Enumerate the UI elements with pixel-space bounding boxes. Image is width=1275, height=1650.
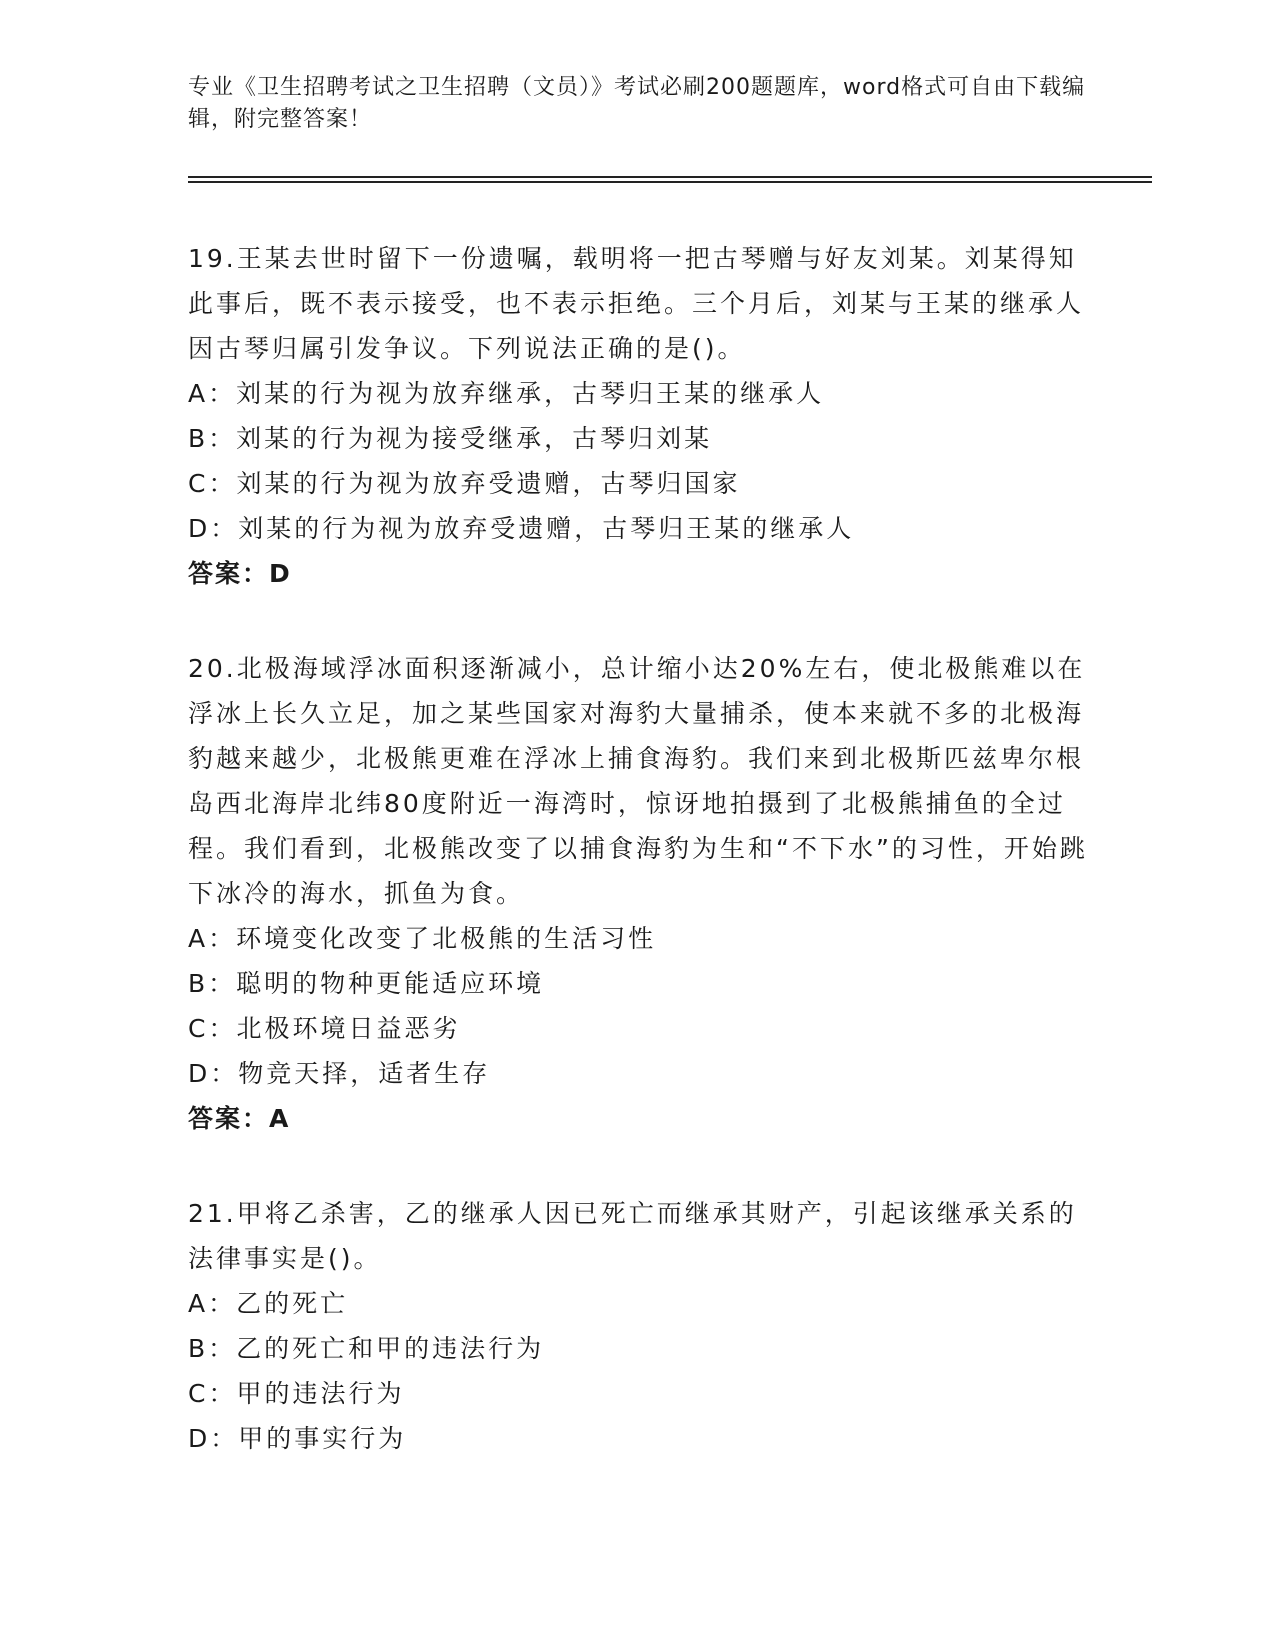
option-c: C：北极环境日益恶劣 bbox=[188, 1014, 461, 1043]
question-stem: 21.甲将乙杀害，乙的继承人因已死亡而继承其财产，引起该继承关系的法律事实是()。 bbox=[188, 1199, 1077, 1273]
option-d: D：物竞天择，适者生存 bbox=[188, 1059, 491, 1088]
option-c: C：甲的违法行为 bbox=[188, 1379, 405, 1408]
question-stem: 19.王某去世时留下一份遗嘱，载明将一把古琴赠与好友刘某。刘某得知此事后，既不表示接受，也不表示拒绝。三个月后，刘某与王某的继承人因古琴归属引发争议。下列说法正确的是()。 bbox=[188, 244, 1085, 363]
answer: 答案：D bbox=[188, 559, 292, 588]
option-b: B：刘某的行为视为接受继承，古琴归刘某 bbox=[188, 424, 713, 453]
question-stem: 20.北极海域浮冰面积逐渐减小，总计缩小达20%左右，使北极熊难以在浮冰上长久立足，加之某些国家对海豹大量捕杀，使本来就不多的北极海豹越来越少，北极熊更难在浮冰上捕食海豹。我们来到北极斯匹兹卑尔根岛西北海岸北纬80度附近一海湾时，惊讶地拍摄到了北极熊捕鱼的全过程。我们看到，北极熊改变了以捕食海豹为生和“不下水”的习性，开始跳下冰冷的海水，抓鱼为食。 bbox=[188, 654, 1088, 908]
page-header: 专业《卫生招聘考试之卫生招聘（文员）》考试必刷200题题库，word格式可自由下载编辑，附完整答案！ bbox=[188, 75, 1086, 132]
option-d: D：甲的事实行为 bbox=[188, 1424, 407, 1453]
option-a: A：乙的死亡 bbox=[188, 1289, 349, 1318]
header-divider bbox=[188, 176, 1152, 178]
header-divider bbox=[188, 181, 1152, 183]
option-b: B：聪明的物种更能适应环境 bbox=[188, 969, 545, 998]
option-d: D：刘某的行为视为放弃受遗赠，古琴归王某的继承人 bbox=[188, 514, 855, 543]
question-21 bbox=[188, 1191, 1088, 1461]
option-a: A：环境变化改变了北极熊的生活习性 bbox=[188, 924, 657, 953]
option-c: C：刘某的行为视为放弃受遗赠，古琴归国家 bbox=[188, 469, 741, 498]
option-b: B：乙的死亡和甲的违法行为 bbox=[188, 1334, 545, 1363]
question-20 bbox=[188, 646, 1088, 1141]
question-19 bbox=[188, 236, 1088, 596]
answer: 答案：A bbox=[188, 1104, 291, 1133]
option-a: A：刘某的行为视为放弃继承，古琴归王某的继承人 bbox=[188, 379, 825, 408]
